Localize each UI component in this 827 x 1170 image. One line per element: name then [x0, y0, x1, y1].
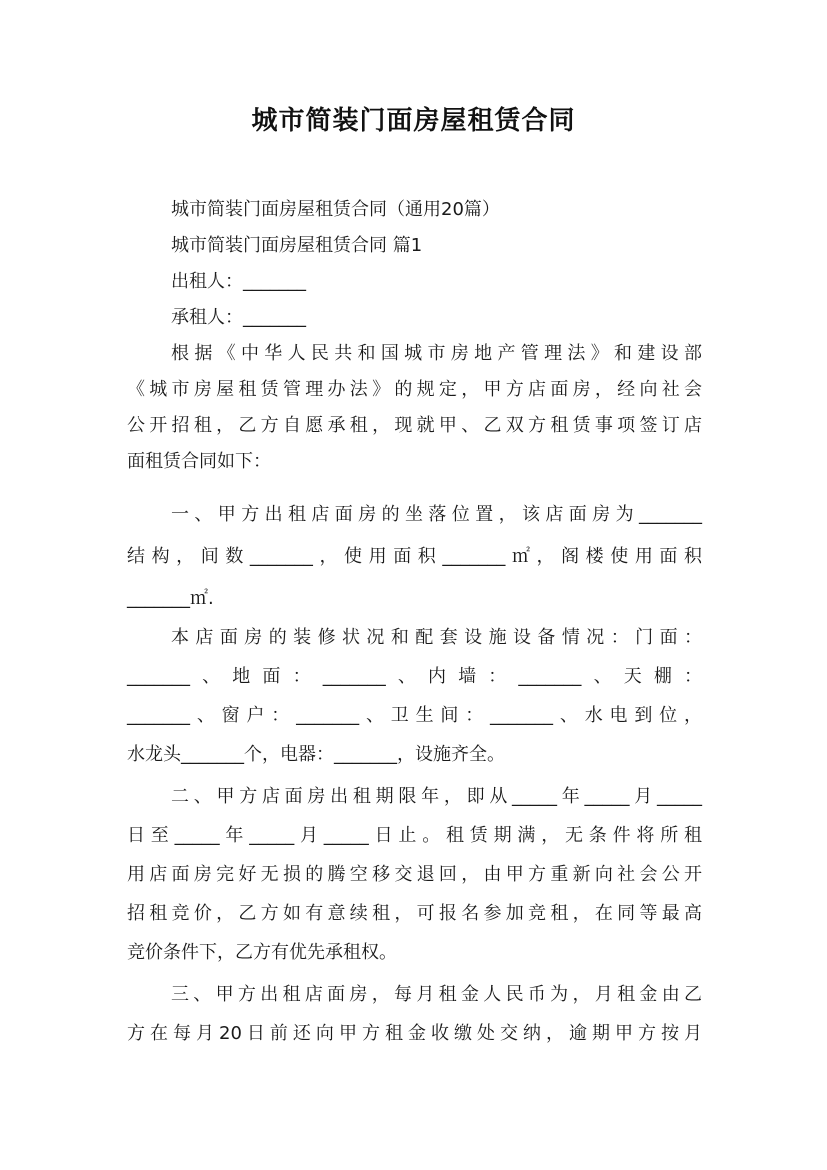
clause-2-line: 用店面房完好无损的腾空移交退回，由甲方重新向社会公开 — [127, 864, 702, 885]
subtitle-line: 城市简装门面房屋租赁合同（通用20篇） — [171, 199, 500, 220]
section-heading: 城市简装门面房屋租赁合同 篇1 — [171, 235, 423, 256]
lessor-line: 出租人：_______ — [171, 271, 306, 292]
clause-2-line: 二、甲方店面房出租期限年，即从_____年_____月_____ — [171, 786, 702, 807]
clause-2-line: 日至_____年_____月_____日止。租赁期满，无条件将所租 — [127, 825, 702, 846]
clause-2-line: 招租竞价，乙方如有意续租，可报名参加竞租，在同等最高 — [127, 903, 702, 924]
lessee-line: 承租人：_______ — [171, 307, 306, 328]
paragraph-line: 公开招租，乙方自愿承租，现就甲、乙双方租赁事项签订店 — [127, 415, 702, 436]
facility-line: 水龙头_______个，电器：_______，设施齐全。 — [127, 744, 505, 765]
clause-1-line: 结构，间数_______，使用面积_______㎡，阁楼使用面积 — [127, 546, 702, 567]
paragraph-line: 面租赁合同如下： — [127, 451, 271, 472]
facility-line: _______、地面：_______、内墙：_______、天棚： — [127, 666, 702, 687]
paragraph-line: 根据《中华人民共和国城市房地产管理法》和建设部 — [171, 343, 702, 364]
facility-line: 本店面房的装修状况和配套设施设备情况：门面： — [171, 627, 702, 648]
clause-2-line: 竞价条件下，乙方有优先承租权。 — [127, 942, 397, 963]
clause-3-line: 三、甲方出租店面房，每月租金人民币为，月租金由乙 — [171, 984, 702, 1005]
clause-1-line: _______㎡. — [127, 588, 214, 609]
clause-1-line: 一、甲方出租店面房的坐落位置，该店面房为_______ — [171, 504, 702, 525]
clause-3-line: 方在每月20日前还向甲方租金收缴处交纳，逾期甲方按月 — [127, 1023, 702, 1044]
facility-line: _______、窗户：_______、卫生间：_______、水电到位， — [127, 705, 702, 726]
document-title: 城市简装门面房屋租赁合同 — [251, 106, 576, 136]
paragraph-line: 《城市房屋租赁管理办法》的规定，甲方店面房，经向社会 — [127, 379, 702, 400]
